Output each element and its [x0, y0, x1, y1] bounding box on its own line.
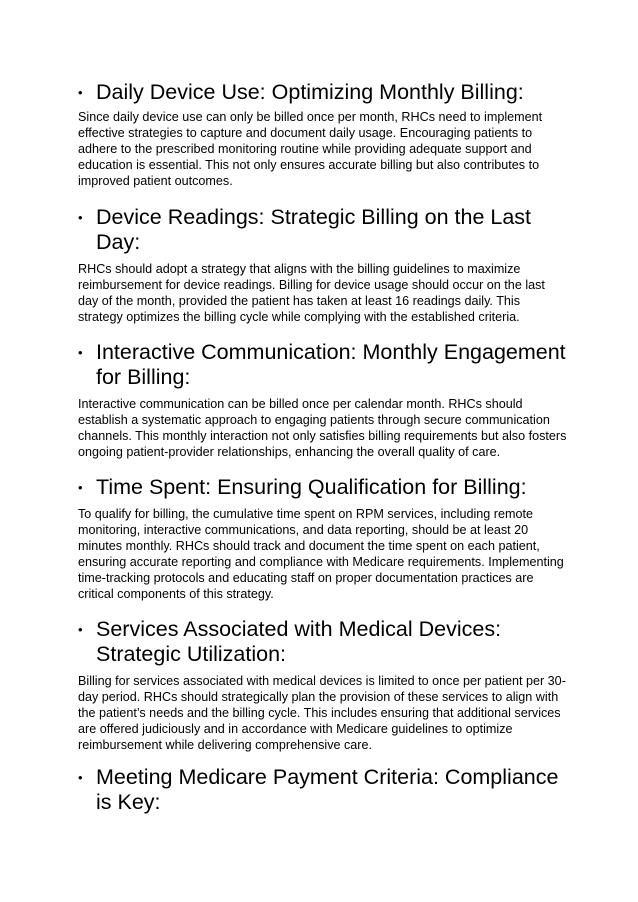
section-time-spent — [78, 475, 568, 602]
section-interactive-communication — [78, 340, 568, 460]
section-heading — [78, 340, 568, 390]
bullet-icon: • — [78, 480, 83, 495]
section-heading-text: Time Spent: Ensuring Qualification for Billing: — [96, 475, 527, 499]
section-body: Since daily device use can only be billed once per month, RHCs need to implement effective strategies to capture and document daily usage. Encouraging patients to adhere to the prescribed monitoring routine while providing adequate support and education is essential. This not only ensures accurate billing but also contributes to improved patient outcomes. — [78, 110, 543, 188]
section-heading — [78, 205, 568, 255]
bullet-icon: • — [78, 770, 83, 785]
bullet-icon: • — [78, 622, 83, 637]
section-heading-text: Meeting Medicare Payment Criteria: Compliance is Key: — [96, 765, 559, 814]
section-heading-text: Services Associated with Medical Devices: Strategic Utilization: — [96, 617, 502, 666]
section-heading — [78, 80, 568, 105]
section-heading-text: Daily Device Use: Optimizing Monthly Billing: — [96, 80, 524, 104]
section-medicare-payment-criteria — [78, 765, 568, 815]
section-body: Interactive communication can be billed once per calendar month. RHCs should establish a systematic approach to engaging patients through secure communication channels. This monthly interaction not only satisfies billing requirements but also fosters ongoing patient-provider relationships, enhancing the overall quality of care. — [78, 397, 567, 459]
section-device-readings — [78, 205, 568, 325]
section-body: Billing for services associated with medical devices is limited to once per patient per 30-day period. RHCs should strategically plan the provision of these services to align with the patient’s needs and the billing cycle. This includes ensuring that additional services are offered judiciously and in accordance with Medicare guidelines to optimize reimbursement while delivering comprehensive care. — [78, 674, 566, 752]
section-heading-text: Device Readings: Strategic Billing on the Last Day: — [96, 205, 532, 254]
bullet-icon: • — [78, 345, 83, 360]
section-heading — [78, 475, 568, 500]
section-body: RHCs should adopt a strategy that aligns with the billing guidelines to maximize reimbursement for device readings. Billing for device usage should occur on the last day of the month, provided the patient has taken at least 16 readings daily. This strategy optimizes the billing cycle while complying with the established criteria. — [78, 262, 545, 324]
section-heading — [78, 617, 568, 667]
bullet-icon: • — [78, 210, 83, 225]
section-heading — [78, 765, 568, 815]
section-body: To qualify for billing, the cumulative time spent on RPM services, including remote monitoring, interactive communications, and data reporting, should be at least 20 minutes monthly. RHCs should track and document the time spent on each patient, ensuring accurate reporting and compliance with Medicare requirements. Implementing time-tracking protocols and educating staff on proper documentation practices are critical components of this strategy. — [78, 507, 564, 601]
section-heading-text: Interactive Communication: Monthly Engagement for Billing: — [96, 340, 566, 389]
section-daily-device-use — [78, 80, 568, 189]
section-medical-device-services — [78, 617, 568, 753]
bullet-icon: • — [78, 85, 83, 100]
